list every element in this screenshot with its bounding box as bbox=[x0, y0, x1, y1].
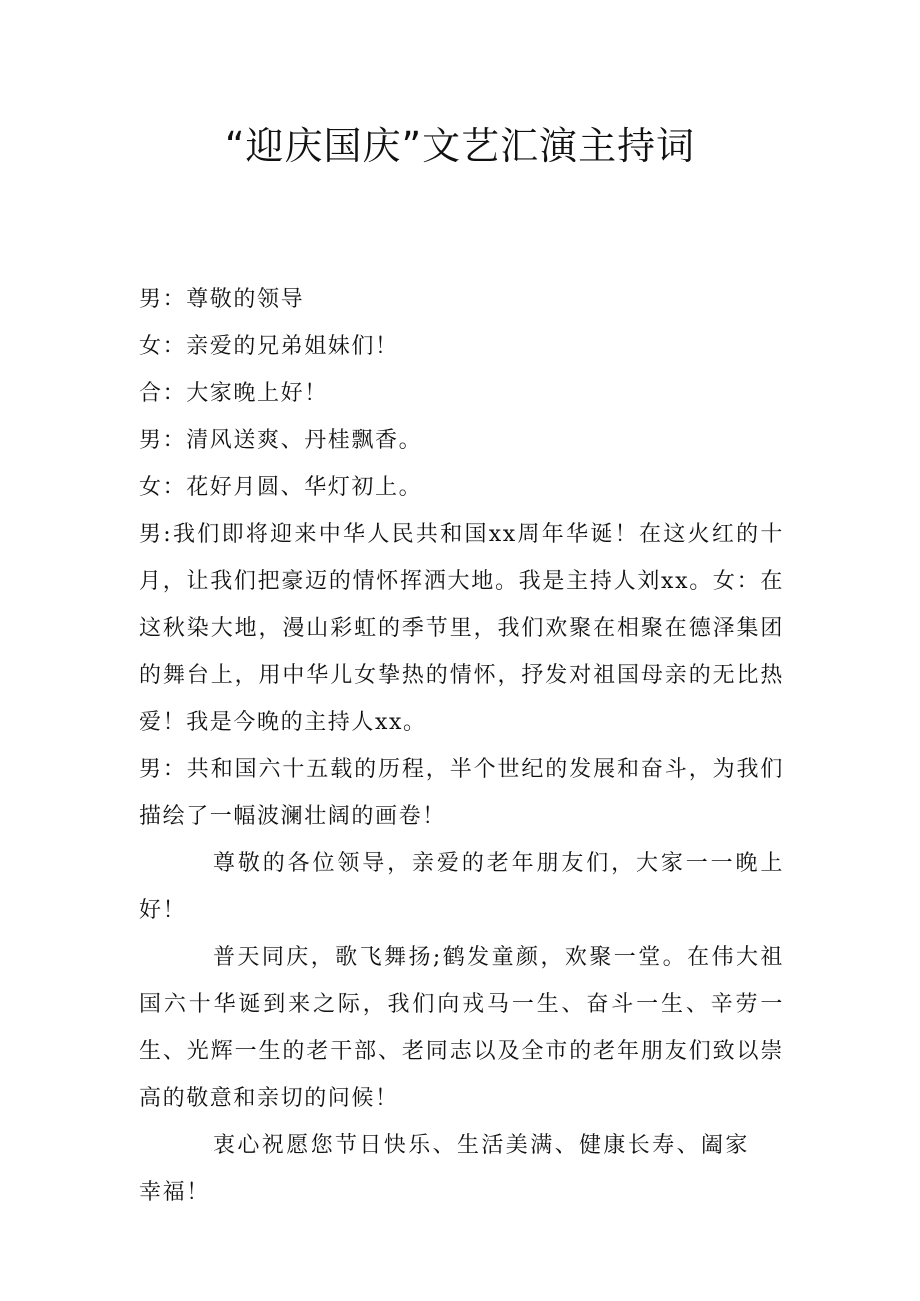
paragraph: 衷心祝愿您节日快乐、生活美满、健康长寿、阖家幸福！ bbox=[139, 1133, 749, 1205]
document-title: “迎庆国庆”文艺汇演主持词 bbox=[224, 124, 696, 168]
paragraph: 男：尊敬的领导 bbox=[139, 287, 305, 312]
paragraph: 普天同庆，歌飞舞扬;鹤发童颜，欢聚一堂。在伟大祖国六十华诞到来之际，我们向戎马一生、奋斗一生、辛劳一生、光辉一生的老干部、老同志以及全市的老年朋友们致以崇高的敬意和亲切的问候！ bbox=[139, 945, 784, 1111]
paragraph: 男:我们即将迎来中华人民共和国xx周年华诞！在这火红的十月，让我们把豪迈的情怀挥洒大地。我是主持人刘xx。女：在这秋染大地，漫山彩虹的季节里，我们欢聚在相聚在德泽集团的舞台上，用中华儿女挚热的情怀，抒发对祖国母亲的无比热爱！我是今晚的主持人xx。 bbox=[139, 522, 784, 735]
paragraph: 合：大家晚上好！ bbox=[139, 381, 328, 406]
paragraph: 男：共和国六十五载的历程，半个世纪的发展和奋斗，为我们描绘了一幅波澜壮阔的画卷！ bbox=[139, 757, 784, 829]
paragraph: 尊敬的各位领导，亲爱的老年朋友们，大家一一晚上好！ bbox=[139, 851, 784, 923]
paragraph: 女：花好月圆、华灯初上。 bbox=[139, 475, 423, 500]
paragraph: 女：亲爱的兄弟姐妹们！ bbox=[139, 334, 399, 359]
document-body bbox=[139, 276, 784, 1216]
paragraph: 男：清风送爽、丹桂飘香。 bbox=[139, 428, 423, 453]
